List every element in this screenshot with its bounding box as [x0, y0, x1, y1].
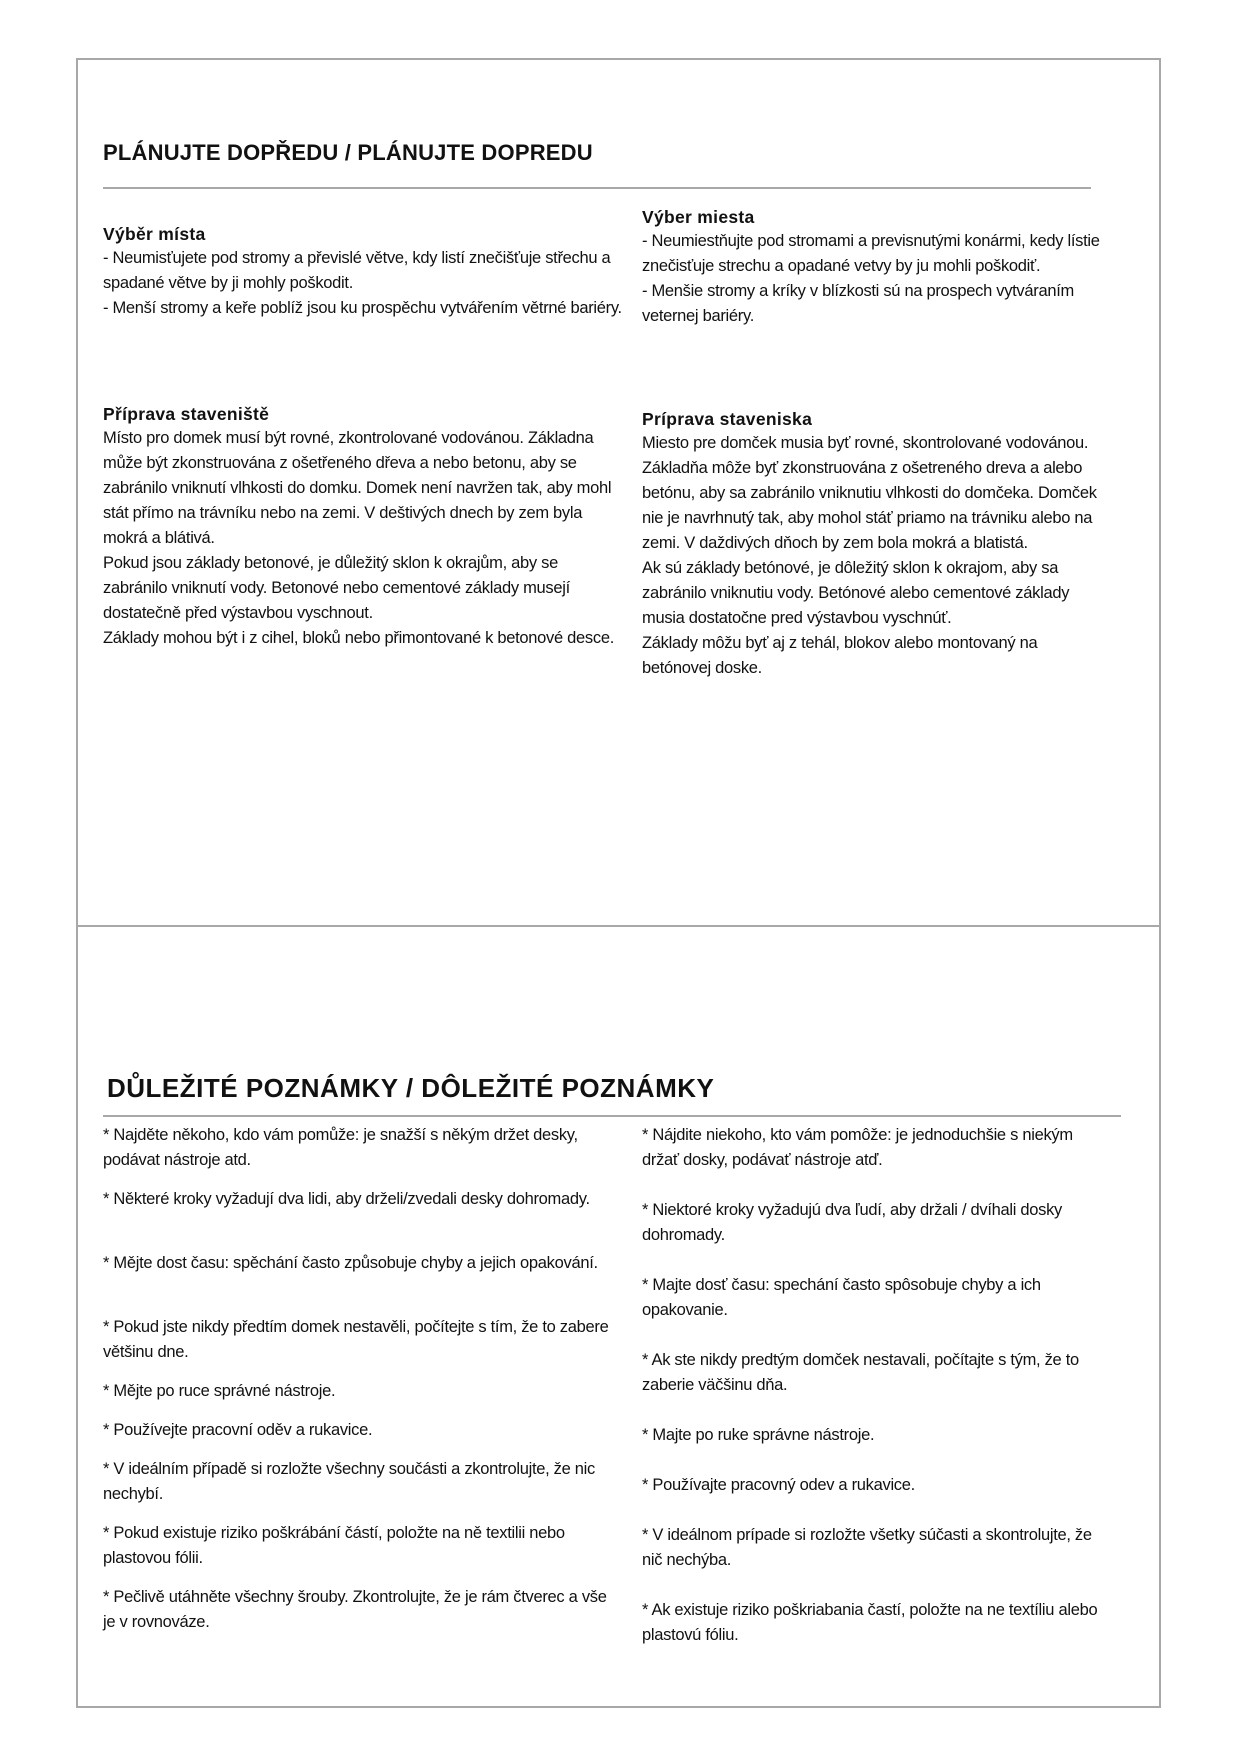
cz-prep-heading: Příprava staveniště: [103, 404, 270, 424]
sk-note: * Používajte pracovný odev a rukavice.: [642, 1476, 915, 1494]
sk-note: * Majte po ruke správne nástroje.: [642, 1426, 875, 1444]
sk-prep-text: Miesto pre domček musia byť rovné, skontrolované vodovánou. Základňa môže byť zkonstruována z ošetreného dreva a alebo betónu, aby sa zabránilo vniknutiu vlhkosti do domčeka. Domček nie je navrhnutý tak, aby mohol stáť priamo na trávniku alebo na zemi. V daždivých dňoch by zem bola mokrá a blatistá. Ak sú základy betónové, je dôležitý sklon k okrajom, aby sa zabránilo vniknutiu vody. Betónové alebo cementové základy musia dostatočne pred výstavbou vyschnúť. Základy môžu byť aj z tehál, blokov alebo montovaný na betónovej doske.: [642, 434, 1097, 677]
sk-site-selection: [642, 205, 1102, 329]
notes-title-rule: [103, 1115, 1121, 1117]
sk-note: * V ideálnom prípade si rozložte všetky súčasti a skontrolujte, že nič nechýba.: [642, 1526, 1092, 1569]
section-divider: [76, 925, 1161, 927]
sk-prep-heading: Príprava staveniska: [642, 409, 813, 429]
sk-site-text: - Neumiestňujte pod stromami a previsnutými konármi, kedy lístie znečisťuje strechu a opadané vetvy by ju mohli poškodiť. - Menšie stromy a kríky v blízkosti sú na prospech vytváraním veternej bariéry.: [642, 232, 1100, 325]
plan-title-rule: [103, 187, 1091, 189]
cz-note: * Používejte pracovní oděv a rukavice.: [103, 1421, 373, 1439]
notes-title: DŮLEŽITÉ POZNÁMKY / DÔLEŽITÉ POZNÁMKY: [107, 1073, 715, 1103]
cz-site-text: - Neumisťujete pod stromy a převislé větve, kdy listí znečišťuje střechu a spadané větve by ji mohly poškodit. - Menší stromy a keře poblíž jsou ku prospěchu vytvářením větrné bariéry.: [103, 249, 622, 317]
sk-site-preparation: [642, 407, 1102, 681]
cz-note: * V ideálním případě si rozložte všechny součásti a zkontrolujte, že nic nechybí.: [103, 1460, 595, 1503]
cz-note: * Některé kroky vyžadují dva lidi, aby drželi/zvedali desky dohromady.: [103, 1190, 590, 1208]
sk-note: * Niektoré kroky vyžadujú dva ľudí, aby držali / dvíhali dosky dohromady.: [642, 1201, 1062, 1244]
cz-site-preparation: [103, 402, 623, 651]
cz-note: * Mějte dost času: spěchání často způsobuje chyby a jejich opakování.: [103, 1254, 598, 1272]
sk-note: * Majte dosť času: spechání často spôsobuje chyby a ich opakovanie.: [642, 1276, 1041, 1319]
sk-note: * Nájdite niekoho, kto vám pomôže: je jednoduchšie s niekým držať dosky, podávať nástroje atď.: [642, 1126, 1073, 1169]
cz-prep-text: Místo pro domek musí být rovné, zkontrolované vodovánou. Základna může být zkonstruována z ošetřeného dřeva a nebo betonu, aby se zabránilo vniknutí vlhkosti do domku. Domek není navržen tak, aby mohl stát přímo na trávníku nebo na zemi. V deštivých dnech by zem byla mokrá a blátivá. Pokud jsou základy betonové, je důležitý sklon k okrajům, aby se zabránilo vniknutí vody. Betonové nebo cementové základy musejí dostatečně před výstavbou vyschnout. Základy mohou být i z cihel, bloků nebo přimontované k betonové desce.: [103, 429, 614, 647]
sk-note: * Ak ste nikdy predtým domček nestavali, počítajte s tým, že to zaberie väčšinu dňa.: [642, 1351, 1079, 1394]
cz-note: * Pokud jste nikdy předtím domek nestavěli, počítejte s tím, že to zabere většinu dne.: [103, 1318, 609, 1361]
cz-site-heading: Výběr místa: [103, 224, 206, 244]
cz-note: * Mějte po ruce správné nástroje.: [103, 1382, 336, 1400]
cz-note: * Najděte někoho, kdo vám pomůže: je snažší s někým držet desky, podávat nástroje atd.: [103, 1126, 578, 1169]
plan-title: PLÁNUJTE DOPŘEDU / PLÁNUJTE DOPREDU: [103, 140, 593, 165]
cz-site-selection: [103, 222, 623, 321]
cz-note: * Pečlivě utáhněte všechny šrouby. Zkontrolujte, že je rám čtverec a vše je v rovnováze.: [103, 1588, 607, 1631]
sk-note: * Ak existuje riziko poškriabania častí, položte na ne textíliu alebo plastovú fóliu.: [642, 1601, 1098, 1644]
sk-site-heading: Výber miesta: [642, 207, 755, 227]
cz-note: * Pokud existuje riziko poškrábání částí, položte na ně textilii nebo plastovou fólii.: [103, 1524, 565, 1567]
